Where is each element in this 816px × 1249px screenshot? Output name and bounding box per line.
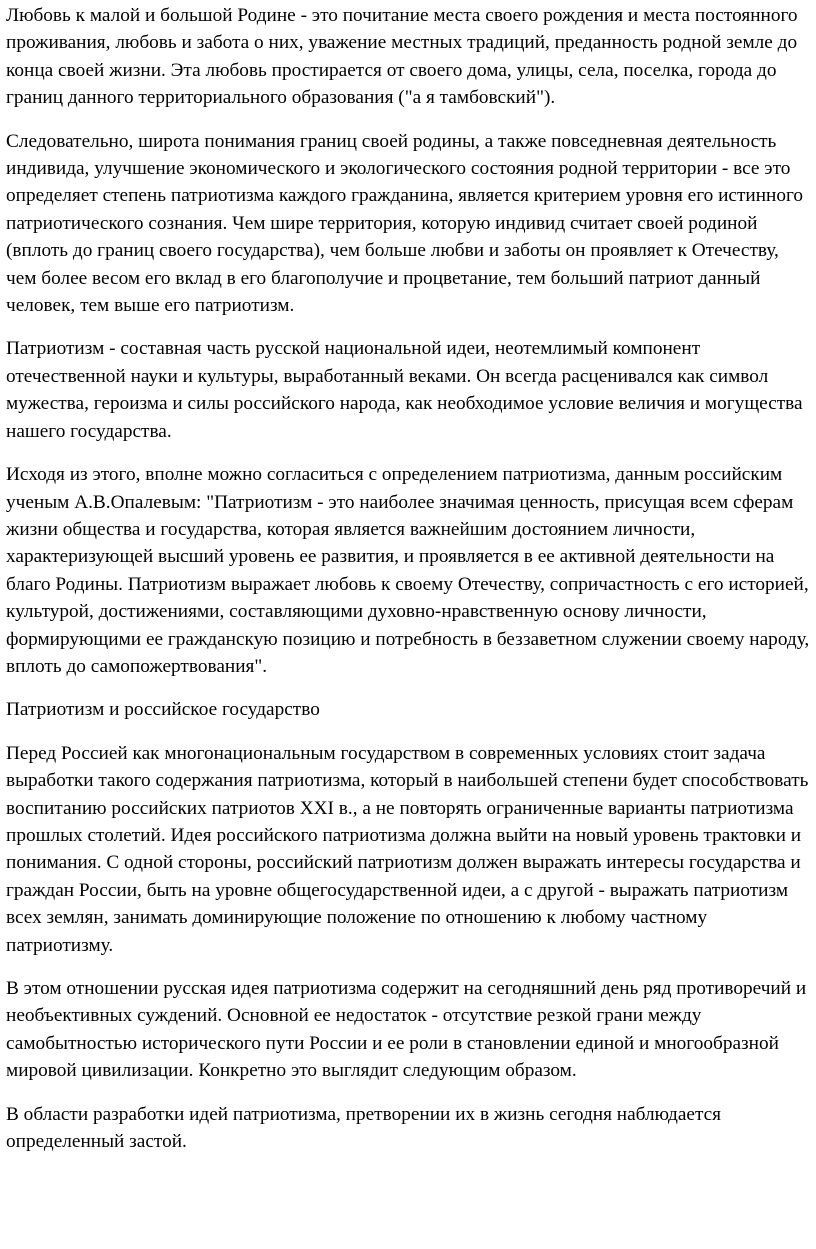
paragraph-1: Любовь к малой и большой Родине - это почитание места своего рождения и места постоянного проживания, любовь и забота о них, уважение местных традиций, преданность родной земле до конца своей жизни. Эта любовь простирается от своего дома, улицы, села, поселка, города до границ данного территориального образования ("а я тамбовский"). [6,5,798,109]
document-page [6,2,810,1171]
paragraph-2: Следовательно, широта понимания границ своей родины, а также повседневная деятельность индивида, улучшение экономического и экологического состояния родной территории - все это определяет степень патриотизма каждого гражданина, является критерием уровня его истинного патриотического сознания. Чем шире территория, которую индивид считает своей родиной (вплоть до границ своего государства), чем больше любви и заботы он проявляет к Отечеству, чем более весом его вклад в его благополучие и процветание, тем больший патриот данный человек, тем выше его патриотизм. [6,130,804,317]
paragraph-4: Исходя из этого, вполне можно согласиться с определением патриотизма, данным российским ученым А.В.Опалевым: "Патриотизм - это наиболее значимая ценность, присущая всем сферам жизни общества и государства, которая является важнейшим достоянием личности, характеризующей высший уровень ее развития, и проявляется в ее активной деятельности на благо Родины. Патриотизм выражает любовь к своему Отечеству, сопричастность с его историей, культурой, достижениями, составляющими духовно-нравственную основу личности, формирующими ее гражданскую позицию и потребность в беззаветном служении своему народу, вплоть до самопожертвования". [6,464,810,677]
paragraph-3: Патриотизм - составная часть русской национальной идеи, неотемлимый компонент отечественной науки и культуры, выработанный веками. Он всегда расценивался как символ мужества, героизма и силы российского народа, как необходимое условие величия и могущества нашего государства. [6,338,803,442]
paragraph-6: В этом отношении русская идея патриотизма содержит на сегодняшний день ряд противоречий и необъективных суждений. Основной ее недостаток - отсутствие резкой грани между самобытностью исторического пути России и ее роли в становлении единой и многообразной мировой цивилизации. Конкретно это выглядит следующим образом. [6,978,807,1082]
paragraph-5: Перед Россией как многонациональным государством в современных условиях стоит задача выработки такого содержания патриотизма, который в наибольшей степени будет способствовать воспитанию российских патриотов XXI в., а не повторять ограниченные варианты патриотизма прошлых столетий. Идея российского патриотизма должна выйти на новый уровень трактовки и понимания. С одной стороны, российский патриотизм должен выражать интересы государства и граждан России, быть на уровне общегосударственной идеи, а с другой - выражать патриотизм всех землян, занимать доминирующие положение по отношению к любому частному патриотизму. [6,742,809,956]
paragraph-7: В области разработки идей патриотизма, претворении их в жизнь сегодня наблюдается определенный застой. [6,1103,722,1153]
section-heading: Патриотизм и российское государство [6,699,320,721]
